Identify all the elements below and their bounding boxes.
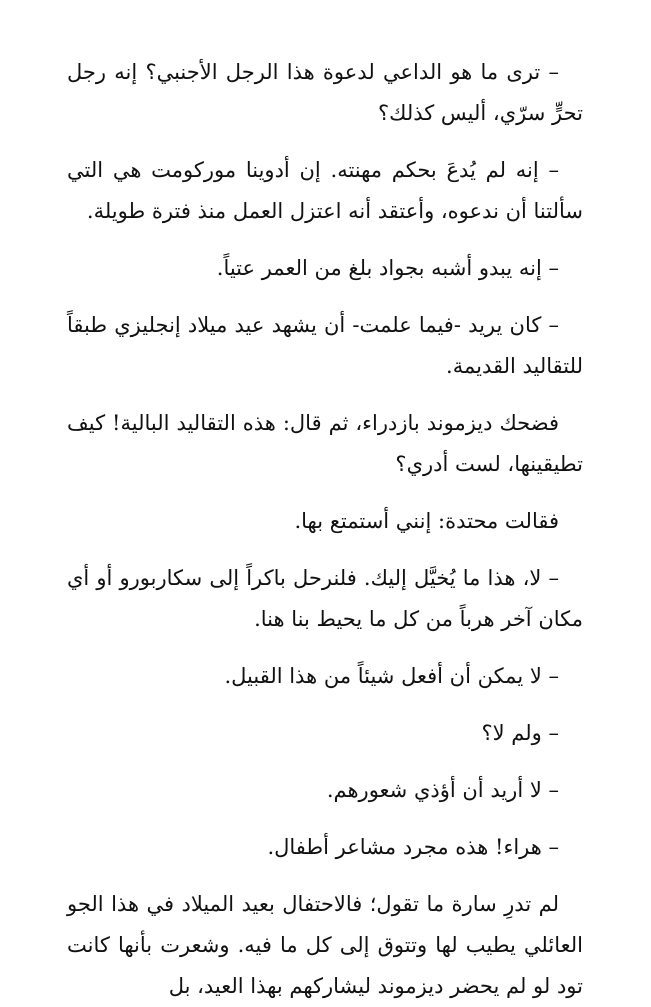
paragraph-2: – إنه لم يُدعَ بحكم مهنته. إن أدوينا موركومت هي التي سألتنا أن ندعوه، وأعتقد أنه اعتزل العمل منذ فترة طويلة. — [67, 158, 583, 223]
paragraph-10: – لا أريد أن أؤذي شعورهم. — [326, 778, 559, 802]
paragraph-12: لم تدرِ سارة ما تقول؛ فالاحتفال بعيد الميلاد في هذا الجو العائلي يطيب لها وتتوق إلى كل ما فيه. وشعرت بأنها كانت تود لو لم يحضر ديزموند ليشاركهم بهذا العيد، بل — [67, 892, 583, 998]
paragraph-1: – ترى ما هو الداعي لدعوة هذا الرجل الأجنبي؟ إنه رجل تحرٍّ سرّي، أليس كذلك؟ — [67, 60, 583, 125]
paragraph-8: – لا يمكن أن أفعل شيئاً من هذا القبيل. — [224, 664, 559, 688]
paragraph-9: – ولم لا؟ — [481, 721, 559, 745]
paragraph-5: فضحك ديزموند بازدراء، ثم قال: هذه التقاليد البالية! كيف تطيقينها، لست أدري؟ — [67, 411, 583, 476]
paragraph-7: – لا، هذا ما يُخيَّل إليك. فلنرحل باكراً إلى سكاربورو أو أي مكان آخر هرباً من كل ما يحيط بنا هنا. — [67, 566, 583, 631]
paragraph-4: – كان يريد -فيما علمت- أن يشهد عيد ميلاد إنجليزي طبقاً للتقاليد القديمة. — [67, 313, 583, 378]
book-page-text — [67, 52, 583, 1007]
paragraph-3: – إنه يبدو أشبه بجواد بلغ من العمر عتياً. — [216, 256, 559, 280]
paragraph-6: فقالت محتدة: إنني أستمتع بها. — [294, 509, 559, 533]
paragraph-11: – هراء! هذه مجرد مشاعر أطفال. — [267, 835, 559, 859]
